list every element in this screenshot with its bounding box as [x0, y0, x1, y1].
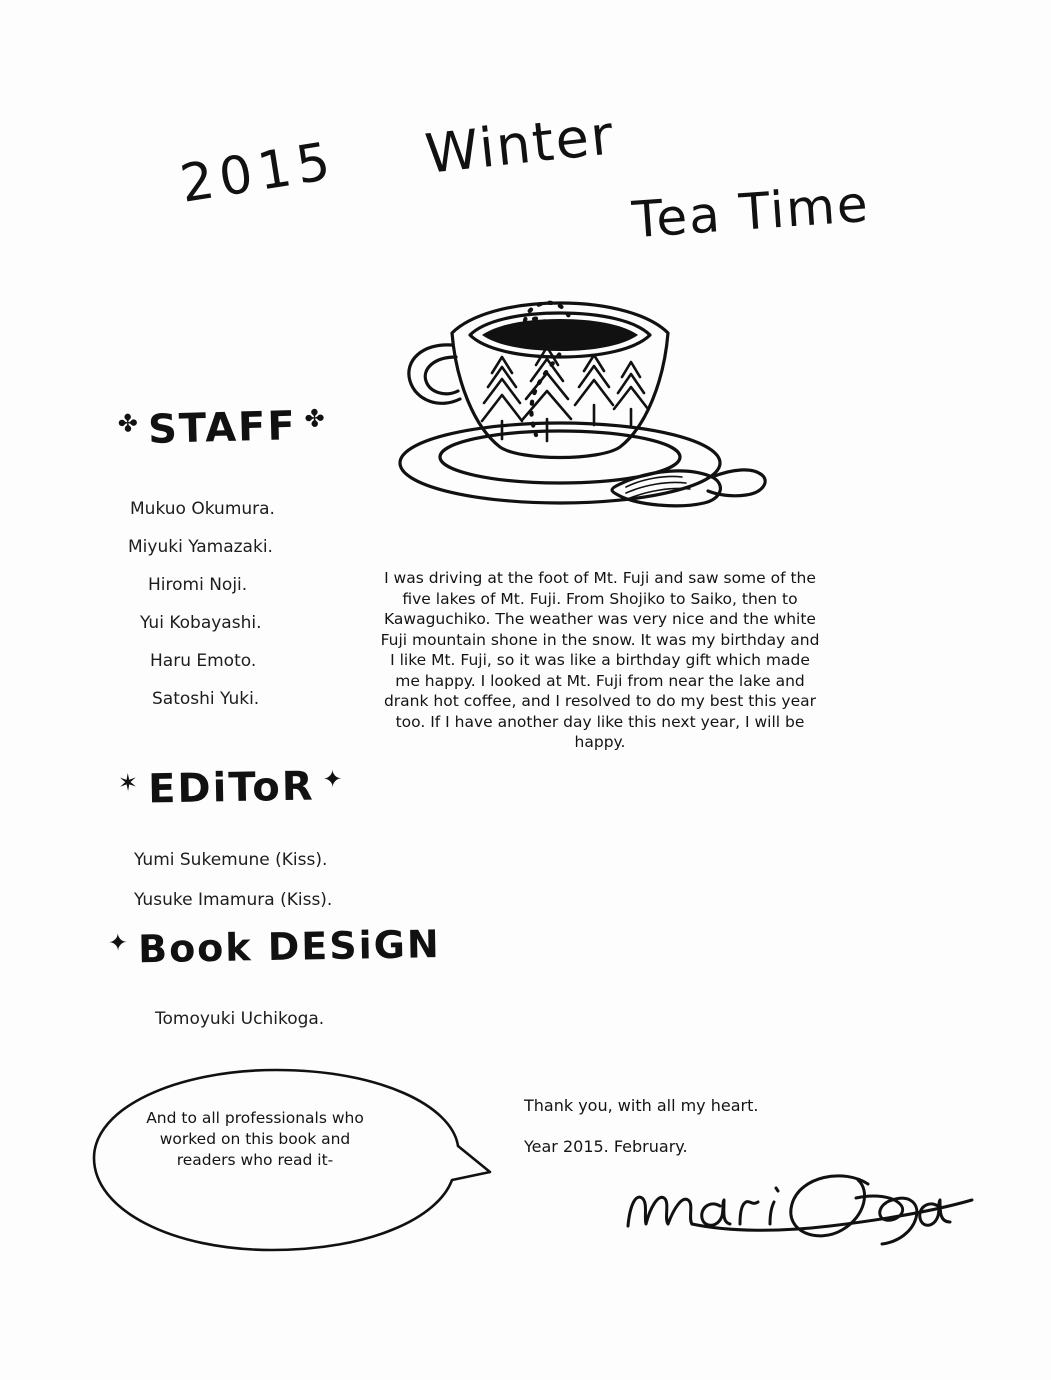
staff-name-list [130, 490, 275, 718]
list-item: Yui Kobayashi. [140, 613, 262, 633]
closing-thanks: Thank you, with all my heart. [524, 1096, 759, 1115]
title-season: Winter [422, 103, 618, 186]
title-subtitle: Tea Time [630, 174, 872, 250]
star-icon: ✦ [322, 765, 345, 794]
handwritten-signature-icon [620, 1160, 980, 1250]
story-paragraph: I was driving at the foot of Mt. Fuji and saw some of the five lakes of Mt. Fuji. From Shojiko to Saiko, then to Kawaguchiko. The weather was very nice and the white Fuji mountain shone in the snow. It was my birthday and I like Mt. Fuji, so it was like a birthday gift which made me happy. I looked at Mt. Fuji from near the lake and drank hot coffee, and I resolved to do my best this year too. If I have another day like this next year, I will be happy. [380, 569, 820, 751]
list-item: Miyuki Yamazaki. [128, 537, 273, 557]
staff-heading [109, 402, 335, 454]
staff-heading-label: STAFF [147, 403, 298, 453]
editor-name-list [134, 840, 332, 920]
book-design-heading-label: Book DESiGN [137, 922, 442, 972]
closing-date: Year 2015. February. [524, 1137, 688, 1156]
book-design-heading [100, 922, 441, 972]
book-design-name-list [155, 1000, 324, 1038]
list-item: Yumi Sukemune (Kiss). [134, 850, 328, 870]
teacup-icon [360, 185, 810, 545]
list-item: Mukuo Okumura. [130, 499, 275, 519]
star-icon: ✶ [117, 768, 141, 797]
list-item: Hiromi Noji. [148, 575, 248, 595]
closing-block [524, 1095, 758, 1157]
balloon-text: And to all professionals who worked on this book and readers who read it- [146, 1109, 364, 1169]
list-item: Satoshi Yuki. [152, 689, 260, 709]
star-icon: ✦ [107, 928, 131, 957]
editor-heading [110, 763, 353, 813]
list-item: Yusuke Imamura (Kiss). [134, 890, 333, 910]
star-icon: ✤ [117, 409, 141, 438]
list-item: Tomoyuki Uchikoga. [155, 1009, 325, 1029]
editor-heading-label: EDiToR [147, 763, 315, 813]
list-item: Haru Emoto. [150, 651, 257, 671]
title-year: 2015 [176, 131, 341, 215]
star-icon: ✤ [304, 404, 327, 433]
